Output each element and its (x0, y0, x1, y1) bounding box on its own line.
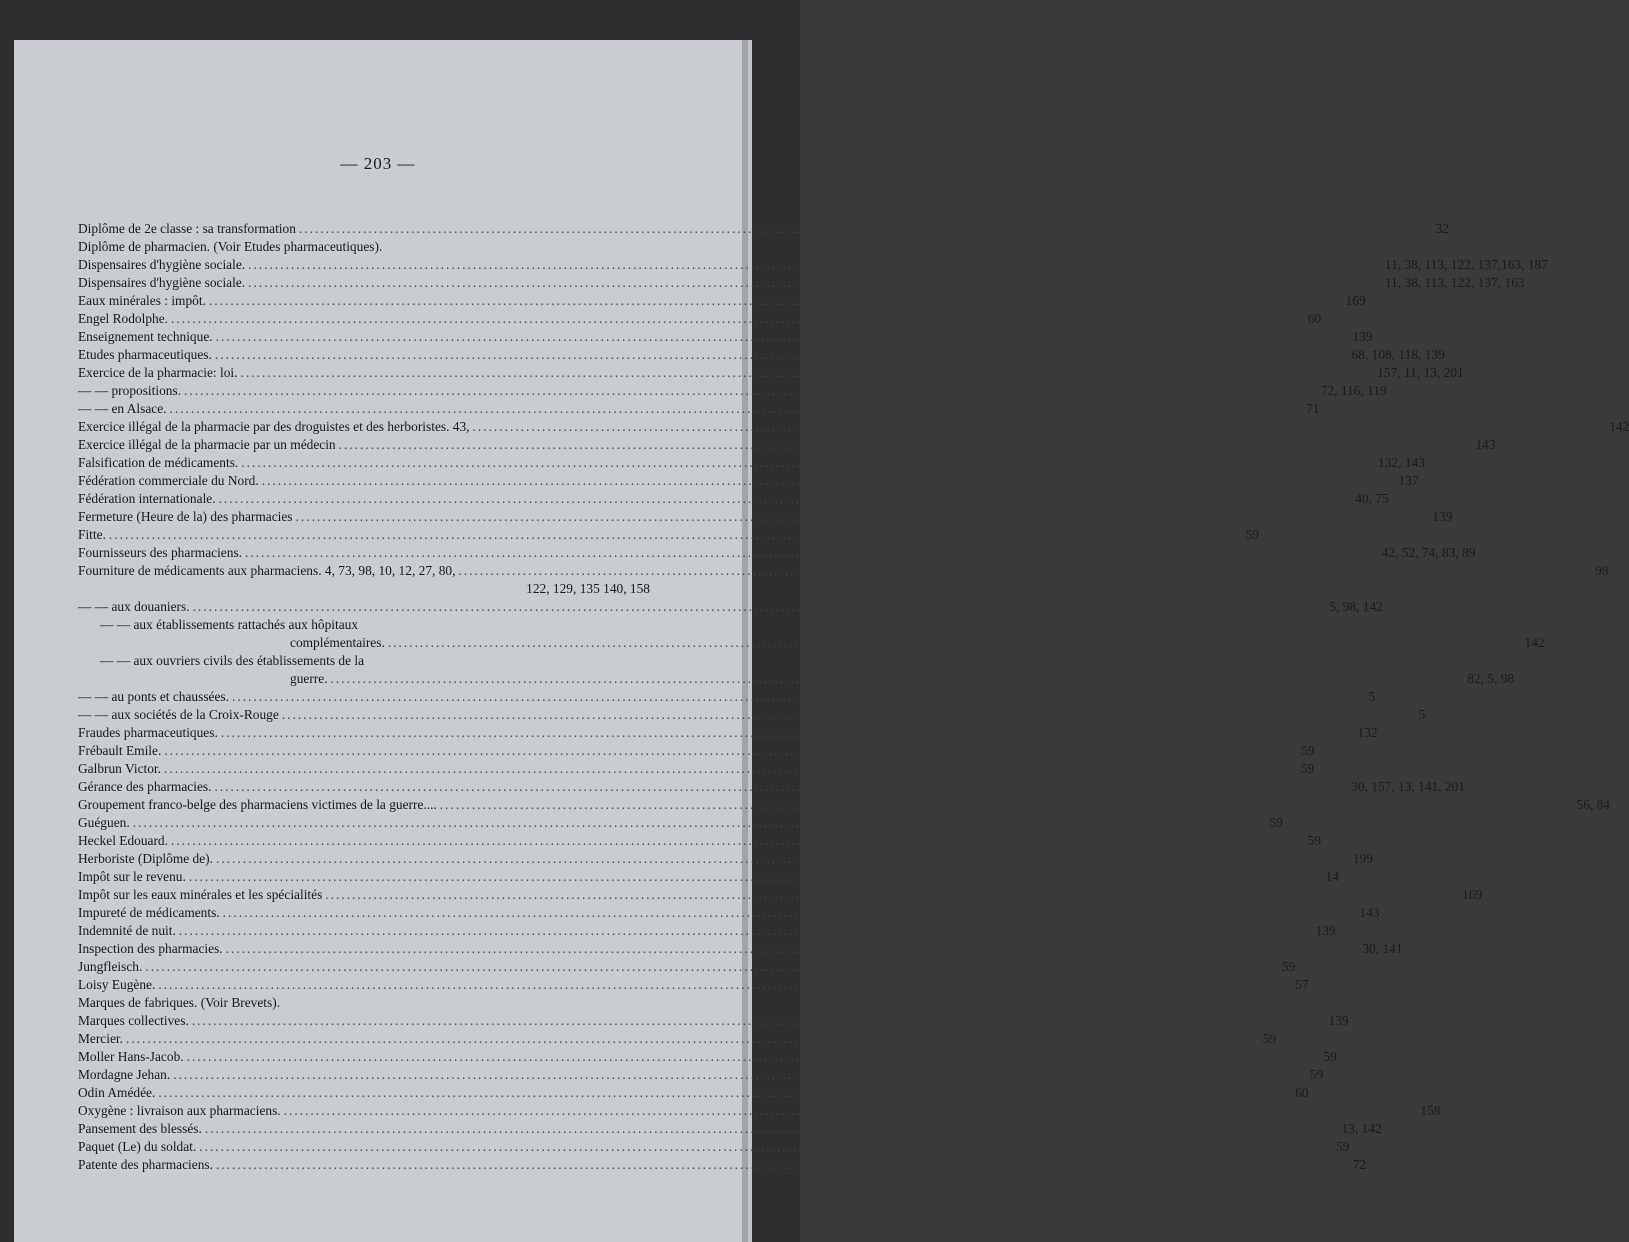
entry-page-refs: 143 (1359, 905, 1380, 920)
entry-page-refs: 143 (1475, 437, 1496, 452)
leader-dots (241, 454, 1375, 472)
entry-label: Fédération internationale. (78, 491, 216, 506)
leader-dots (158, 1084, 1292, 1102)
entry-label: Eaux minérales : impôt. (78, 293, 206, 308)
entry-page-refs: 98 (1595, 563, 1609, 578)
leader-dots (248, 256, 1382, 274)
entry-label: — — propositions. (78, 383, 182, 398)
entry-label: Loisy Eugène. (78, 977, 156, 992)
entry-page-refs: 72, 116, 119 (1320, 383, 1387, 398)
index-entry (78, 292, 1366, 310)
entry-label: Exercice illégal de la pharmacie par des droguistes et des herboristes. 43, (78, 419, 470, 434)
entry-page-refs: 59 (1262, 1031, 1277, 1046)
leader-dots (173, 1066, 1307, 1084)
index-entry (78, 796, 1610, 814)
index-entry (78, 634, 1545, 652)
entry-label: Inspection des pharmacies. (78, 941, 223, 956)
leader-dots (216, 850, 1350, 868)
entry-page-refs: 42, 52, 74, 83, 89 (1381, 545, 1476, 560)
index-entry (78, 490, 1389, 508)
index-entry (78, 256, 1548, 274)
leader-dots (189, 868, 1323, 886)
leader-dots (164, 760, 1298, 778)
entry-page-refs: 13, 142 (1341, 1121, 1382, 1136)
leader-dots (473, 418, 1607, 436)
book-page (14, 40, 1629, 1242)
entry-page-refs: 32 (1435, 221, 1449, 236)
index-entry (78, 238, 650, 256)
leader-dots (284, 1102, 1418, 1120)
index-entry (78, 400, 1320, 418)
index-entry (78, 1102, 1441, 1120)
entry-label: Groupement franco-belge des pharmaciens victimes de la guerre.... (78, 797, 437, 812)
entry-label: — — aux établissements rattachés aux hôpitaux (100, 617, 359, 632)
index-entry (78, 814, 1283, 832)
entry-label: Fitte. (78, 527, 106, 542)
leader-dots (209, 292, 1343, 310)
entry-page-refs: 56, 84 (1576, 797, 1610, 812)
leader-dots (158, 976, 1292, 994)
entry-label: Etudes pharmaceutiques. (78, 347, 212, 362)
entry-page-refs: 5, 98, 142 (1329, 599, 1383, 614)
index-entry (78, 1084, 1309, 1102)
entry-page-refs: 169 (1345, 293, 1366, 308)
leader-dots (458, 562, 1592, 580)
entry-page-refs: 59 (1282, 959, 1296, 974)
leader-dots (296, 508, 1430, 526)
index-entry (78, 418, 1629, 436)
index-entry (78, 220, 1449, 238)
entry-label: Fédération commerciale du Nord. (78, 473, 259, 488)
leader-dots (214, 778, 1348, 796)
leader-dots (215, 346, 1349, 364)
entry-label: Fourniture de médicaments aux pharmaciens. 4, 73, 98, 10, 12, 27, 80, (78, 563, 456, 578)
index-entry (78, 940, 1403, 958)
index-entry (78, 958, 1296, 976)
entry-page-refs: 59 (1269, 815, 1283, 830)
entry-label: Paquet (Le) du soldat. (78, 1139, 197, 1154)
entry-label: Enseignement technique. (78, 329, 213, 344)
entry-label: Odin Amédée. (78, 1085, 156, 1100)
index-entry (78, 382, 1387, 400)
entry-label: Diplôme de 2e classe : sa transformation (78, 221, 296, 236)
entry-label: Marques de fabriques. (Voir Brevets). (78, 995, 281, 1010)
leader-dots (216, 1156, 1350, 1174)
leader-dots (325, 886, 1459, 904)
entry-label: — — au ponts et chaussées. (78, 689, 229, 704)
entry-page-refs: 142 (1524, 635, 1545, 650)
index-entry (78, 472, 1419, 490)
leader-dots (170, 400, 1304, 418)
index-entry (78, 778, 1465, 796)
leader-dots (241, 364, 1375, 382)
index-entry (78, 1048, 1337, 1066)
entry-page-refs: 11, 38, 113, 122, 137,163, 187 (1384, 257, 1548, 272)
entry-page-refs: 14 (1325, 869, 1339, 884)
index-entry (78, 670, 1515, 688)
entry-page-refs: 139 (1352, 329, 1373, 344)
index-entry (78, 850, 1373, 868)
entry-label: Dispensaires d'hygiène sociale. (78, 275, 246, 290)
index-entry (78, 544, 1476, 562)
leader-dots (192, 1012, 1326, 1030)
entry-label: Guéguen. (78, 815, 130, 830)
entry-label: Jungfleisch. (78, 959, 143, 974)
leader-dots (184, 382, 1318, 400)
leader-dots (221, 724, 1355, 742)
entry-page-refs: 157, 11, 13, 201 (1377, 365, 1464, 380)
index-entry (78, 274, 1525, 292)
entry-page-refs: 132 (1357, 725, 1378, 740)
index-entry (78, 1066, 1324, 1084)
leader-dots (205, 1120, 1339, 1138)
entry-label: Mercier. (78, 1031, 123, 1046)
entry-label: Galbrun Victor. (78, 761, 161, 776)
entry-label: Fraudes pharmaceutiques. (78, 725, 218, 740)
index-entry (78, 832, 1322, 850)
leader-dots (145, 958, 1279, 976)
index-entry (78, 922, 1336, 940)
entry-page-refs: 30, 141 (1362, 941, 1403, 956)
entry-page-refs: 139 (1432, 509, 1453, 524)
leader-dots (248, 274, 1382, 292)
entry-label: Herboriste (Diplôme de). (78, 851, 213, 866)
index-entry (78, 598, 1383, 616)
leader-dots (171, 310, 1305, 328)
entry-page-refs: 68, 108, 118, 139 (1351, 347, 1445, 362)
leader-dots (223, 904, 1357, 922)
entry-label: Impureté de médicaments. (78, 905, 220, 920)
index-entry (78, 904, 1380, 922)
entry-page-refs: 5 (1418, 707, 1426, 722)
leader-dots (171, 832, 1305, 850)
entry-page-refs: 59 (1309, 1067, 1324, 1082)
entry-label: — — aux ouvriers civils des établissements de la (100, 653, 365, 668)
index-entry (78, 724, 1378, 742)
entry-page-refs: 82, 5, 98 (1467, 671, 1515, 686)
entry-label: Exercice de la pharmacie: loi. (78, 365, 238, 380)
entry-label: Frébault Emile. (78, 743, 162, 758)
leader-dots (262, 472, 1396, 490)
entry-page-refs: 59 (1307, 833, 1322, 848)
entry-label: Impôt sur les eaux minérales et les spécialités (78, 887, 323, 902)
entry-label: Mordagne Jehan. (78, 1067, 171, 1082)
entry-label: Engel Rodolphe. (78, 311, 169, 326)
index-entry (78, 1156, 1367, 1174)
entry-label: Fermeture (Heure de la) des pharmacies (78, 509, 293, 524)
entry-page-refs: 60 (1307, 311, 1322, 326)
entry-page-refs: 137 (1398, 473, 1419, 488)
page-number-header: — 203 — (340, 154, 416, 173)
leader-dots (232, 688, 1366, 706)
entry-page-refs: 169 (1462, 887, 1483, 902)
leader-dots (164, 742, 1298, 760)
index-entry (78, 652, 650, 670)
leader-dots (282, 706, 1416, 724)
index-entry (78, 346, 1445, 364)
leader-dots (179, 922, 1313, 940)
entry-page-refs: 60 (1295, 1085, 1309, 1100)
index-entry (78, 1030, 1277, 1048)
entry-page-refs: 59 (1245, 527, 1259, 542)
entry-label: Moller Hans-Jacob. (78, 1049, 184, 1064)
leader-dots (339, 436, 1473, 454)
entry-label: — — aux sociétés de la Croix-Rouge (78, 707, 279, 722)
leader-dots (199, 1138, 1333, 1156)
entry-page-refs: 57 (1295, 977, 1309, 992)
entry-page-refs: 59 (1300, 761, 1315, 776)
entry-label: Pansement des blessés. (78, 1121, 202, 1136)
entry-label: Oxygène : livraison aux pharmaciens. (78, 1103, 281, 1118)
index-entry (78, 1138, 1350, 1156)
entry-label: Heckel Edouard. (78, 833, 168, 848)
entry-page-refs: 71 (1306, 401, 1320, 416)
leader-dots (388, 634, 1522, 652)
index-entry (78, 976, 1309, 994)
entry-label: Diplôme de pharmacien. (Voir Etudes pharmaceutiques). (78, 239, 383, 254)
leader-dots (331, 670, 1465, 688)
entry-page-refs: 40, 75 (1355, 491, 1389, 506)
index-entry (78, 742, 1315, 760)
index-entry (78, 688, 1376, 706)
entry-page-refs: 30, 157, 13, 141, 201 (1351, 779, 1465, 794)
leader-dots (133, 814, 1267, 832)
entry-page-refs: 59 (1323, 1049, 1337, 1064)
index-entry (78, 580, 650, 598)
leader-dots (216, 328, 1350, 346)
index-entry (78, 868, 1339, 886)
index-entry (78, 706, 1426, 724)
leader-dots (299, 220, 1433, 238)
index-entry (78, 508, 1453, 526)
entry-page-refs: 139 (1328, 1013, 1349, 1028)
leader-dots (219, 490, 1353, 508)
entry-continuation: 122, 129, 135 140, 158 (526, 581, 650, 596)
entry-label: Falsification de médicaments. (78, 455, 239, 470)
entry-label: guerre. (290, 671, 328, 686)
index-entry (78, 760, 1315, 778)
index-entry (78, 1120, 1382, 1138)
index-entry (78, 562, 1609, 580)
entry-label: Exercice illégal de la pharmacie par un médecin (78, 437, 336, 452)
leader-dots (193, 598, 1327, 616)
index-entry (78, 436, 1496, 454)
index-entry (78, 328, 1373, 346)
entry-label: Fournisseurs des pharmaciens. (78, 545, 243, 560)
index-entry (78, 526, 1259, 544)
entry-label: Impôt sur le revenu. (78, 869, 186, 884)
entry-page-refs: 199 (1352, 851, 1373, 866)
index-entry (78, 310, 1322, 328)
entry-label: Dispensaires d'hygiène sociale. (78, 257, 246, 272)
entry-page-refs: 132, 143 (1377, 455, 1425, 470)
index-entry (78, 364, 1464, 382)
entry-page-refs: 5 (1368, 689, 1376, 704)
entry-page-refs: 72 (1352, 1157, 1367, 1172)
index-entry (78, 454, 1425, 472)
entry-page-refs: 59 (1335, 1139, 1350, 1154)
index-entry (78, 1012, 1349, 1030)
index-entry (78, 886, 1483, 904)
leader-dots (126, 1030, 1260, 1048)
entry-label: — — aux douaniers. (78, 599, 190, 614)
entry-page-refs: 11, 38, 113, 122, 137, 163 (1384, 275, 1525, 290)
entry-label: — — en Alsace. (78, 401, 167, 416)
entry-label: complémentaires. (290, 635, 385, 650)
entry-label: Gérance des pharmacies. (78, 779, 212, 794)
leader-dots (226, 940, 1360, 958)
index-entry (78, 616, 650, 634)
entry-label: Indemnité de nuit. (78, 923, 176, 938)
entry-label: Patente des pharmaciens. (78, 1157, 213, 1172)
entry-page-refs: 158 (1420, 1103, 1441, 1118)
index-entries (78, 220, 1629, 1174)
entry-page-refs: 142 (1609, 419, 1629, 434)
leader-dots (109, 526, 1243, 544)
entry-page-refs: 59 (1301, 743, 1315, 758)
leader-dots (440, 796, 1574, 814)
entry-page-refs: 139 (1315, 923, 1336, 938)
leader-dots (187, 1048, 1321, 1066)
index-entry (78, 994, 650, 1012)
leader-dots (245, 544, 1379, 562)
entry-label: Marques collectives. (78, 1013, 189, 1028)
